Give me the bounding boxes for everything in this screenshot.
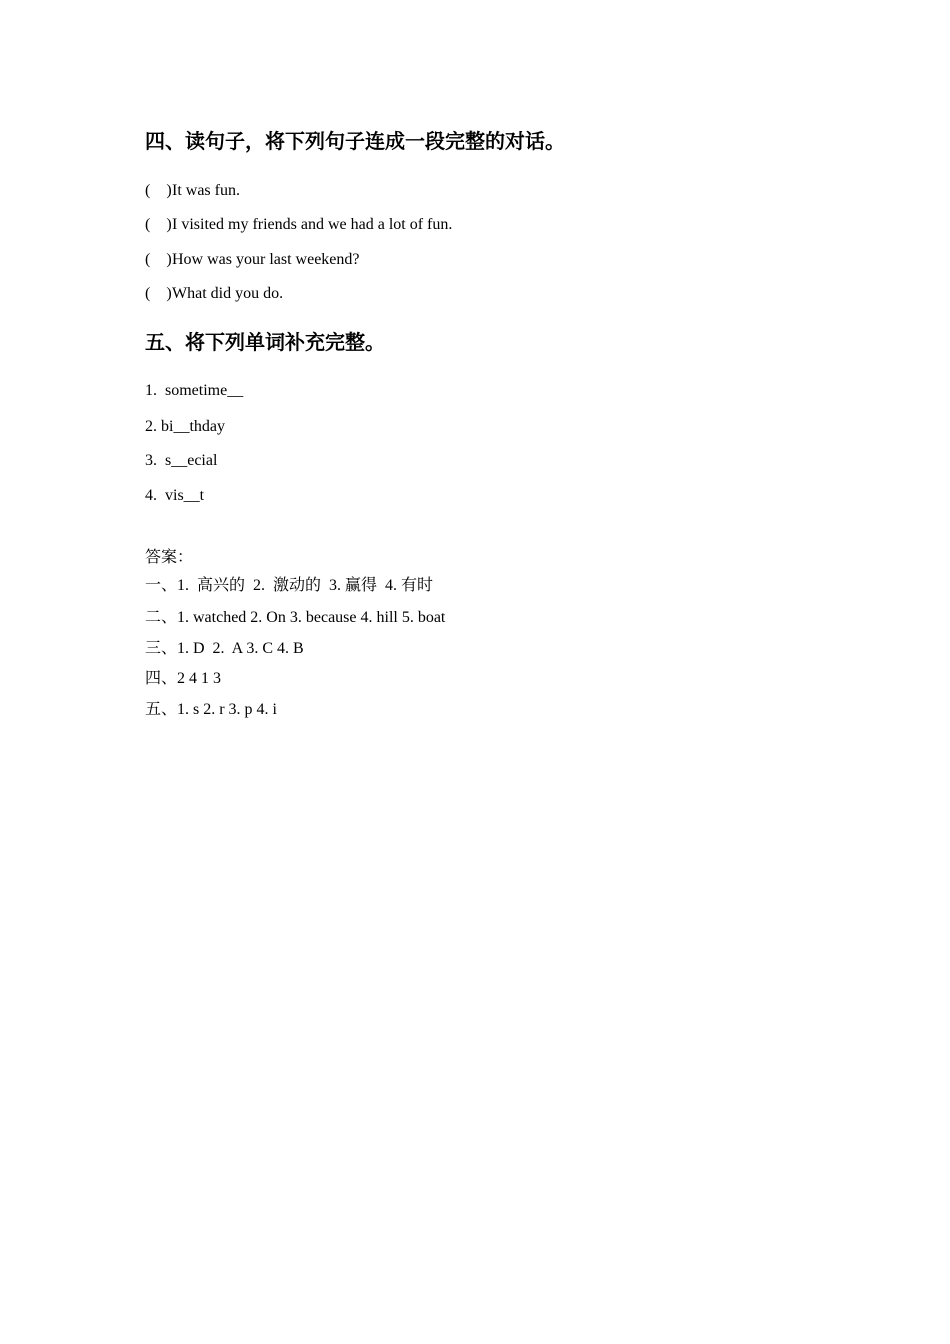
- answer-line: 三、1. D 2. A 3. C 4. B: [145, 640, 304, 657]
- answer-blank: ( ): [145, 285, 172, 302]
- answer-line: 一、1. 高兴的 2. 激动的 3. 赢得 4. 有时: [145, 577, 434, 594]
- dialogue-item: [145, 181, 240, 201]
- answer-line: 二、1. watched 2. On 3. because 4. hill 5. boat: [145, 609, 446, 626]
- section-5-title: 五、将下列单词补充完整。: [145, 330, 385, 354]
- word-item: 1. sometime__: [145, 382, 244, 399]
- word-item: 4. vis__t: [145, 487, 205, 504]
- answer-blank: ( ): [145, 182, 172, 199]
- word-item: 2. bi__thday: [145, 418, 225, 435]
- word-item: 3. s__ecial: [145, 452, 218, 469]
- dialogue-sentence: What did you do.: [172, 285, 284, 302]
- answer-line: 四、2 4 1 3: [145, 670, 222, 687]
- answer-blank: ( ): [145, 251, 172, 268]
- dialogue-sentence: How was your last weekend?: [172, 251, 360, 268]
- answer-blank: ( ): [145, 216, 172, 233]
- answer-line: 五、1. s 2. r 3. p 4. i: [145, 701, 278, 718]
- section-4-title: 四、读句子，将下列句子连成一段完整的对话。: [145, 129, 565, 153]
- dialogue-item: [145, 215, 452, 235]
- answers-label: 答案：: [145, 549, 194, 566]
- dialogue-item: [145, 250, 360, 270]
- dialogue-item: [145, 284, 283, 304]
- dialogue-sentence: It was fun.: [172, 182, 240, 199]
- dialogue-sentence: I visited my friends and we had a lot of fun.: [172, 216, 453, 233]
